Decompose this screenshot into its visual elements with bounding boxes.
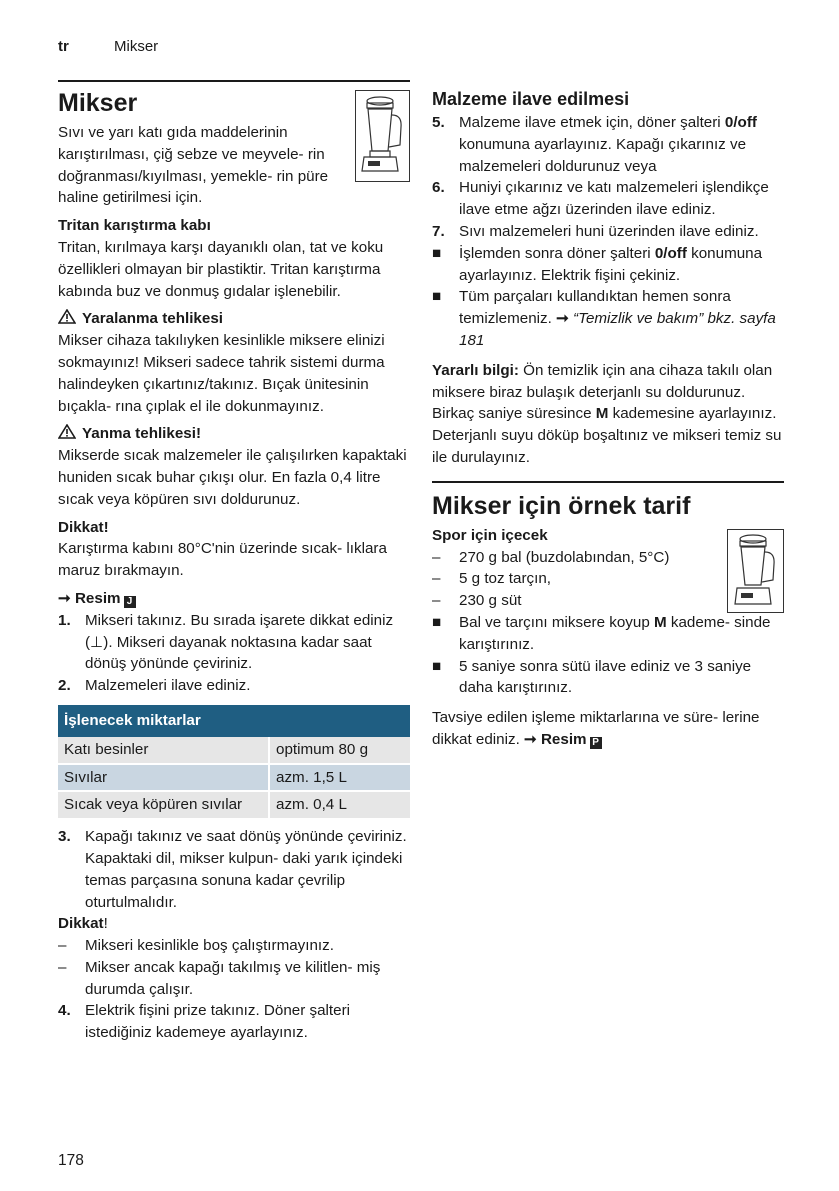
closing-text: Tavsiye edilen işleme miktarlarına ve süre- lerine dikkat ediniz. ➞ Resim P [432,709,760,748]
tritan-text: Tritan, kırılmaya karşı dayanıklı olan, tat ve koku özellikleri olmayan bir plastiktir. Tritan karıştırma kabında buz ve donmuş gıdalar işlenebilir. [58,238,384,300]
list-item: ■ Bal ve tarçını miksere koyup M kademe- sinde karıştırınız. [432,613,771,653]
blender-icon [355,90,410,182]
table-row: Sıvılar azm. 1,5 L [58,764,410,792]
list-item: 3. Kapağı takınız ve saat dönüş yönünde çeviriniz. Kapaktaki dil, mikser kulpun- daki yarık içindeki temas parçasına sonuna kadar çevrilip oturtulmalıdır. [58,828,407,911]
injury-warning-heading [58,308,410,330]
caution2-heading: Dikkat! [58,915,108,933]
bullet-icon: ■ [432,613,442,631]
burn-warning-title: Yanma tehlikesi! [82,425,202,443]
figure-label: Resim [74,589,121,607]
figure-letter: J [124,596,136,608]
list-item: ■ 5 saniye sonra sütü ilave ediniz ve 3 saniye daha karıştırınız. [432,657,752,697]
list-item: – Mikser ancak kapağı takılmış ve kilitlen- miş durumda çalışır. [58,958,381,998]
steps-list-c [432,112,784,352]
list-item: 2. Malzemeleri ilave ediniz. [58,677,251,695]
steps-list-a [58,610,410,697]
recipe-title: Mikser için örnek tarif [432,491,691,520]
left-column [58,80,410,1044]
caution-text: Karıştırma kabını 80°C'nin üzerinde sıcak- lıklara maruz bırakmayın. [58,540,387,580]
table-row: Sıcak veya köpüren sıvılar azm. 0,4 L [58,791,410,819]
list-item: 7. Sıvı malzemeleri huni üzerinden ilave ediniz. [432,222,759,240]
list-item: – 5 g toz tarçın, [432,570,552,588]
ingredients-list [432,547,784,700]
warning-icon [58,309,76,324]
table-row: Katı besinler optimum 80 g [58,737,410,764]
figure-letter: P [590,737,602,749]
figure-reference [58,588,410,610]
recipe-subtitle: Spor için içecek [432,526,548,544]
injury-warning-title: Yaralanma tehlikesi [82,310,223,328]
bullet-icon: ■ [432,288,442,306]
bullet-icon: ■ [432,657,442,675]
tip-text: Yararlı bilgi: Ön temizlik için ana cihaza takılı olan miksere biraz bulaşık deterjanlı su doldurunuz. Birkaç saniye süresince M kademesine ayarlayınız. Deterjanlı suyu döküp boşaltınız ve mikseri temiz su ile durulayınız. [432,361,782,466]
arrow-icon: ➞ [556,310,574,328]
header-section: Mikser [114,38,159,55]
list-item: 4. Elektrik fişini prize takınız. Döner şalteri istediğiniz kademeye ayarlayınız. [58,1002,351,1042]
list-item: ■ İşlemden sonra döner şalteri 0/off konumuna ayarlayınız. Elektrik fişini çekiniz. [432,244,763,284]
list-item: 5. Malzeme ilave etmek için, döner şalteri 0/off konumuna ayarlayınız. Kapağı çıkarınız ve malzemeleri doldurunuz veya [432,114,757,175]
burn-warning-heading [58,423,410,445]
section-title: Mikser [58,89,138,117]
list-item: ■ Tüm parçaları kullandıktan hemen sonra temizlemeniz. ➞ “Temizlik ve bakım” bkz. sayfa 181 [432,288,776,349]
burn-warning-text: Mikserde sıcak malzemeler ile çalışılırken kapaktaki huniden sıcak buhar çıkışı olur. En fazla 0,4 litre sıcak veya köpüren sıvı doldurunuz. [58,447,407,508]
caution-heading: Dikkat! [58,518,109,536]
list-item: – 230 g süt [432,592,522,610]
right-column [432,80,784,751]
list-item: – 270 g bal (buzdolabından, 5°C) [432,548,670,566]
bullet-icon: ■ [432,244,442,262]
list-item: 1. Mikseri takınız. Bu sırada işarete dikkat ediniz (⊥). Mikseri dayanak noktasına kadar saat dönüş yönünde çeviriniz. [58,611,394,673]
list-item: 6. Huniyi çıkarınız ve katı malzemeleri işlendikçe ilave etme ağzı üzerinden ilave ediniz. [432,179,769,219]
table-header: İşlenecek miktarlar [58,705,410,737]
dash-list [58,935,410,1044]
quantities-table [58,705,410,820]
tritan-heading: Tritan karıştırma kabı [58,217,211,235]
injury-warning-text: Mikser cihaza takılıyken kesinlikle miksere elinizi sokmayınız! Mikseri sadece tahrik sistemi durma halindeyken çıkartınız/takınız. Bıçak ünitesinin bıçakla- rına çıplak el ile dokunmayınız. [58,332,385,415]
intro-text: Sıvı ve yarı katı gıda maddelerinin karıştırılması, çiğ sebze ve meyvele- rin doğranması/kıyılması, yemekle- rin püre haline getirilmesi için. [58,124,329,207]
arrow-icon: ➞ [524,730,541,748]
warning-icon [58,424,76,439]
steps-list-b [58,826,410,913]
add-ingredients-title: Malzeme ilave edilmesi [432,89,630,109]
page-header [58,38,159,55]
list-item: – Mikseri kesinlikle boş çalıştırmayınız. [58,937,334,955]
page-number: 178 [58,1152,84,1169]
arrow-icon: ➞ [58,589,71,607]
language-tag: tr [58,38,69,55]
